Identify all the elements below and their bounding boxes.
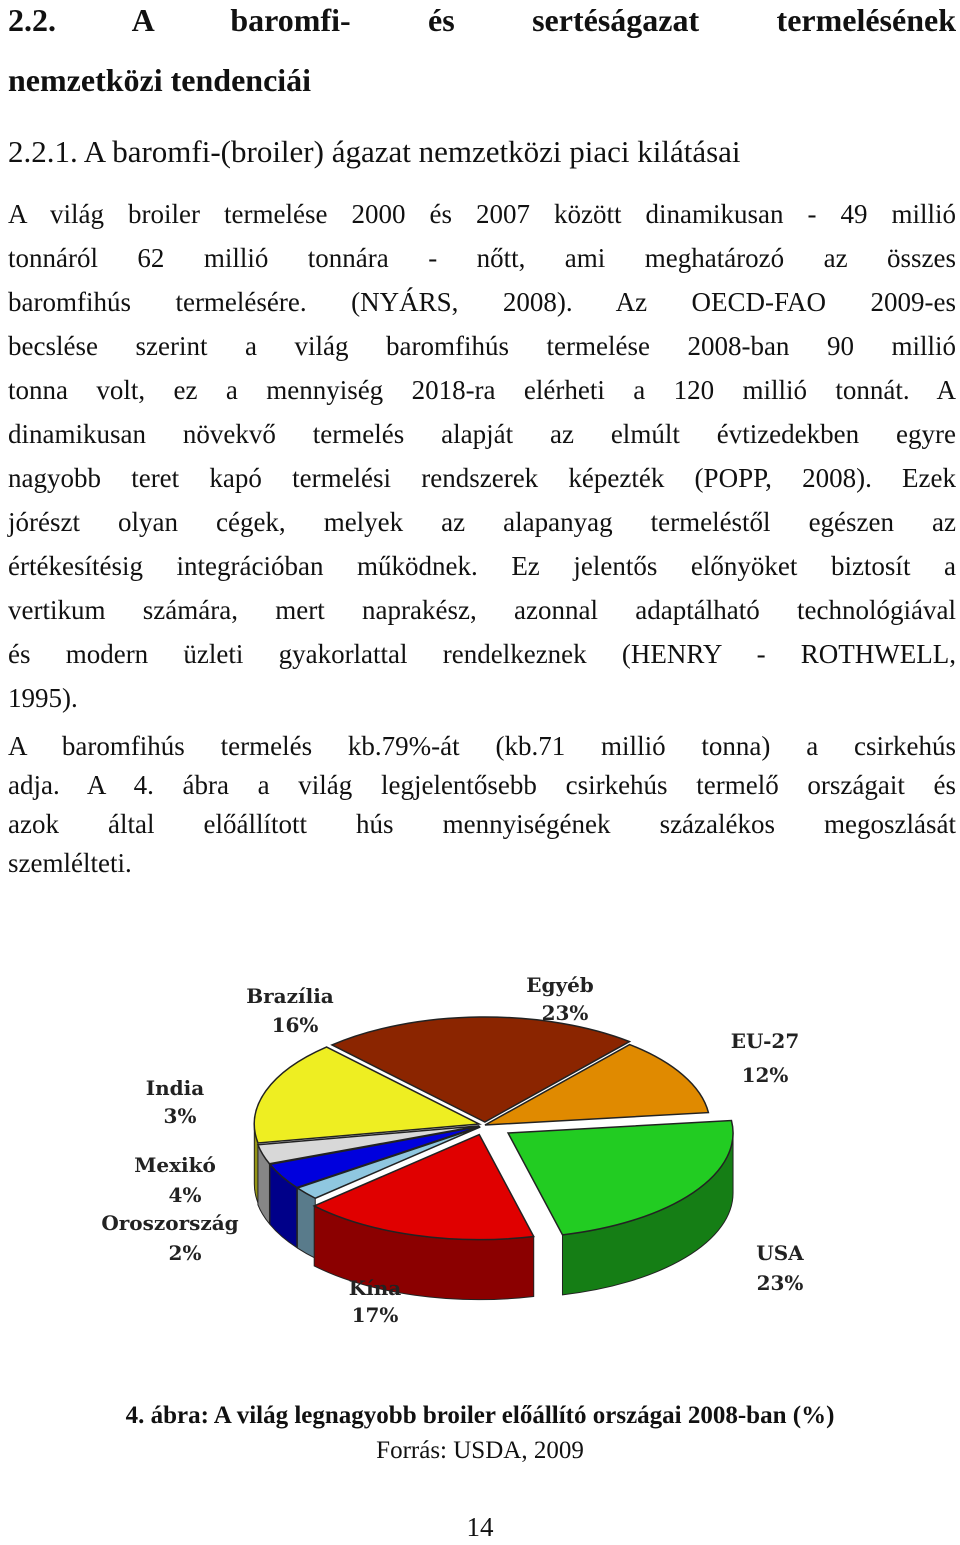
figure-caption: 4. ábra: A világ legnagyobb broiler előállító országai 2008-ban (%) bbox=[125, 1402, 835, 1429]
slice-label: Oroszország bbox=[101, 1211, 239, 1235]
paragraph-2 bbox=[8, 727, 956, 883]
slice-value-label: 23% bbox=[756, 1271, 804, 1295]
slice-value-label: 23% bbox=[541, 1001, 589, 1025]
paragraph-1 bbox=[8, 192, 956, 720]
text-line: szemlélteti. bbox=[8, 848, 132, 878]
pie-slice-side bbox=[297, 1188, 315, 1258]
slice-label: USA bbox=[756, 1241, 804, 1265]
text-line: dinamikusan növekvő termelés alapját az elmúlt évtizedekben egyre bbox=[8, 419, 956, 449]
text-line: A baromfihús termelés kb.79%-át (kb.71 millió tonna) a csirkehús bbox=[8, 731, 956, 761]
text-line: jórészt olyan cégek, melyek az alapanyag termeléstől egészen az bbox=[8, 507, 956, 537]
text-line: adja. A 4. ábra a világ legjelentősebb csirkehús termelő országait és bbox=[8, 770, 956, 800]
subsection-heading: 2.2.1. A baromfi-(broiler) ágazat nemzetközi piaci kilátásai bbox=[8, 134, 741, 169]
section-heading-line-1: 2.2. A baromfi- és sertéságazat termelésének bbox=[8, 2, 956, 38]
section-heading bbox=[8, 0, 956, 110]
slice-label: Mexikó bbox=[134, 1153, 216, 1177]
slice-label: Brazília bbox=[246, 984, 334, 1008]
text-line: és modern üzleti gyakorlattal rendelkeznek (HENRY - ROTHWELL, bbox=[8, 639, 956, 669]
slice-label: Egyéb bbox=[526, 973, 594, 997]
slice-value-label: 16% bbox=[271, 1013, 319, 1037]
text-line: tonna volt, ez a mennyiség 2018-ra elérheti a 120 millió tonnát. A bbox=[8, 375, 956, 405]
slice-value-label: 12% bbox=[741, 1063, 789, 1087]
slice-label: India bbox=[145, 1076, 205, 1100]
text-line: vertikum számára, mert naprakész, azonnal adaptálható technológiával bbox=[8, 595, 956, 625]
pie-chart bbox=[100, 960, 860, 1340]
slice-value-label: 4% bbox=[168, 1183, 202, 1207]
text-line: értékesítésig integrációban működnek. Ez jelentős előnyöket biztosít a bbox=[8, 551, 956, 581]
text-line: 1995). bbox=[8, 683, 78, 713]
slice-value-label: 2% bbox=[168, 1241, 202, 1265]
text-line: tonnáról 62 millió tonnára - nőtt, ami meghatározó az összes bbox=[8, 243, 956, 273]
page-number: 14 bbox=[466, 1512, 494, 1542]
slice-label: EU-27 bbox=[730, 1029, 800, 1053]
text-line: baromfihús termelésére. (NYÁRS, 2008). Az OECD-FAO 2009-es bbox=[8, 287, 956, 317]
slice-value-label: 17% bbox=[351, 1303, 399, 1327]
figure-source: Forrás: USDA, 2009 bbox=[376, 1437, 584, 1464]
text-line: azok által előállított hús mennyiségének százalékos megoszlását bbox=[8, 809, 956, 839]
slice-label: Kína bbox=[348, 1276, 402, 1300]
section-heading-line-2: nemzetközi tendenciái bbox=[8, 62, 312, 98]
text-line: becslése szerint a világ baromfihús termelése 2008-ban 90 millió bbox=[8, 331, 956, 361]
text-line: nagyobb teret kapó termelési rendszerek képezték (POPP, 2008). Ezek bbox=[8, 463, 956, 493]
text-line: A világ broiler termelése 2000 és 2007 között dinamikusan - 49 millió bbox=[8, 199, 956, 229]
slice-value-label: 3% bbox=[163, 1104, 197, 1128]
